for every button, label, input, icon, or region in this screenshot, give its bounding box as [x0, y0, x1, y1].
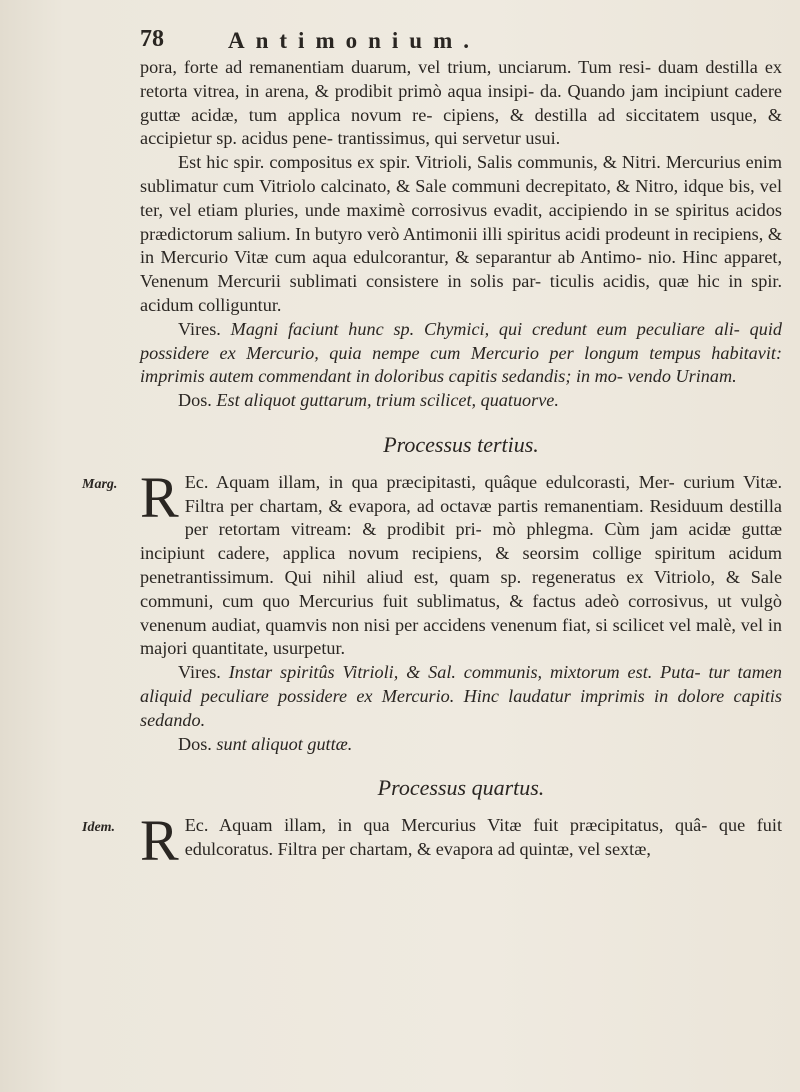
dos-label: Dos. — [178, 390, 212, 411]
margin-note: Marg. — [82, 476, 118, 492]
running-title: Antimonium. — [228, 28, 480, 53]
vires-paragraph-2: Vires. Instar spiritûs Vitrioli, & Sal. communis, mixtorum est. Puta- tur tamen aliquid peculiare possidere ex Mercurio. Hinc laudatur imprimis in dolore capitis sedando. — [140, 662, 783, 730]
dos-paragraph-1: Dos. Est aliquot guttarum, trium scilicet, quatuorve. — [178, 390, 559, 411]
page-header — [140, 14, 770, 60]
margin-note: Idem. — [82, 820, 116, 836]
section-heading-processus-quartus: Processus quartus. — [377, 775, 545, 801]
dos-label: Dos. — [178, 733, 212, 754]
recipe-paragraph-1: Marg. R Ec. Aquam illam, in qua præcipitasti, quâque edulcorasti, Mer- curium Vitæ. Filtra per chartam, & evapora, ad octavæ partis remanentiam. Residuum destilla per retortam vitream: & prodibit pri- mò phlegma. Cùm jam acidæ guttæ incipiunt cadere, applica novum recipiens, & seorsim collige spiritum acidum penetrantissimum. Qui nihil aliud est, quam sp. regeneratus ex Vitriolo, & Sale communi, cum quo Mercurius fuit sublimatus, & factus adeò corrosivus, ut vulgò venenum audiat, quamvis non nisi per accidens venenum fiat, si scilicet vel malè, vel in majori quantitate, usurpetur. — [82, 464, 783, 659]
vires-label: Vires. — [178, 318, 221, 339]
vires-label: Vires. — [178, 662, 221, 683]
paragraph-1: pora, forte ad remanentiam duarum, vel trium, unciarum. Tum resi- duam destilla ex retorta vitrea, in arena, & prodibit primò aqua insipi- da. Quando jam incipiunt cadere guttæ acidæ, tum applica novum re- cipiens, & destilla ad siccitatem usque, & accipietur sp. acidus pene- trantissimus, qui servetur usui. — [140, 57, 783, 149]
page-number: 78 — [140, 26, 164, 52]
body-text — [82, 56, 783, 874]
drop-cap: R — [140, 808, 179, 874]
recipe-paragraph-2: Idem. R Ec. Aquam illam, in qua Mercurius Vitæ fuit præcipitatus, quâ- que fuit edulcoratus. Filtra per chartam, & evapora ad quintæ, vel sextæ, — [82, 808, 782, 874]
vires-paragraph-1: Vires. Magni faciunt hunc sp. Chymici, qui credunt eum peculiare ali- quid possidere ex Mercurio, quia nempe cum Mercurio per longum tempus habitavit: imprimis autem commendant in doloribus capitis sedandis; in mo- vendo Urinam. — [140, 318, 783, 387]
section-heading-processus-tertius: Processus tertius. — [383, 431, 539, 457]
paragraph-2: Est hic spir. compositus ex spir. Vitrioli, Salis communis, & Nitri. Mercurius enim sublimatur cum Vitriolo calcinato, & Sale communi decrepitato, & Nitro, idque bis, vel ter, vel etiam pluries, unde maximè corrosivus evadit, accipiendo in se spiritus acidos prædictorum salium. In butyro verò Antimonii illi spiritus acidi prodeunt in recipiens, & in Mercurio Vitæ cum aqua edulcorantur, & separantur ab Antimo- nio. Hinc apparet, Venenum Mercurii sublimati consistere in solis par- ticulis acidis, quæ hic in spir. acidum colliguntur. — [140, 152, 783, 315]
dos-paragraph-2: Dos. sunt aliquot guttæ. — [178, 733, 353, 754]
drop-cap: R — [140, 464, 179, 530]
